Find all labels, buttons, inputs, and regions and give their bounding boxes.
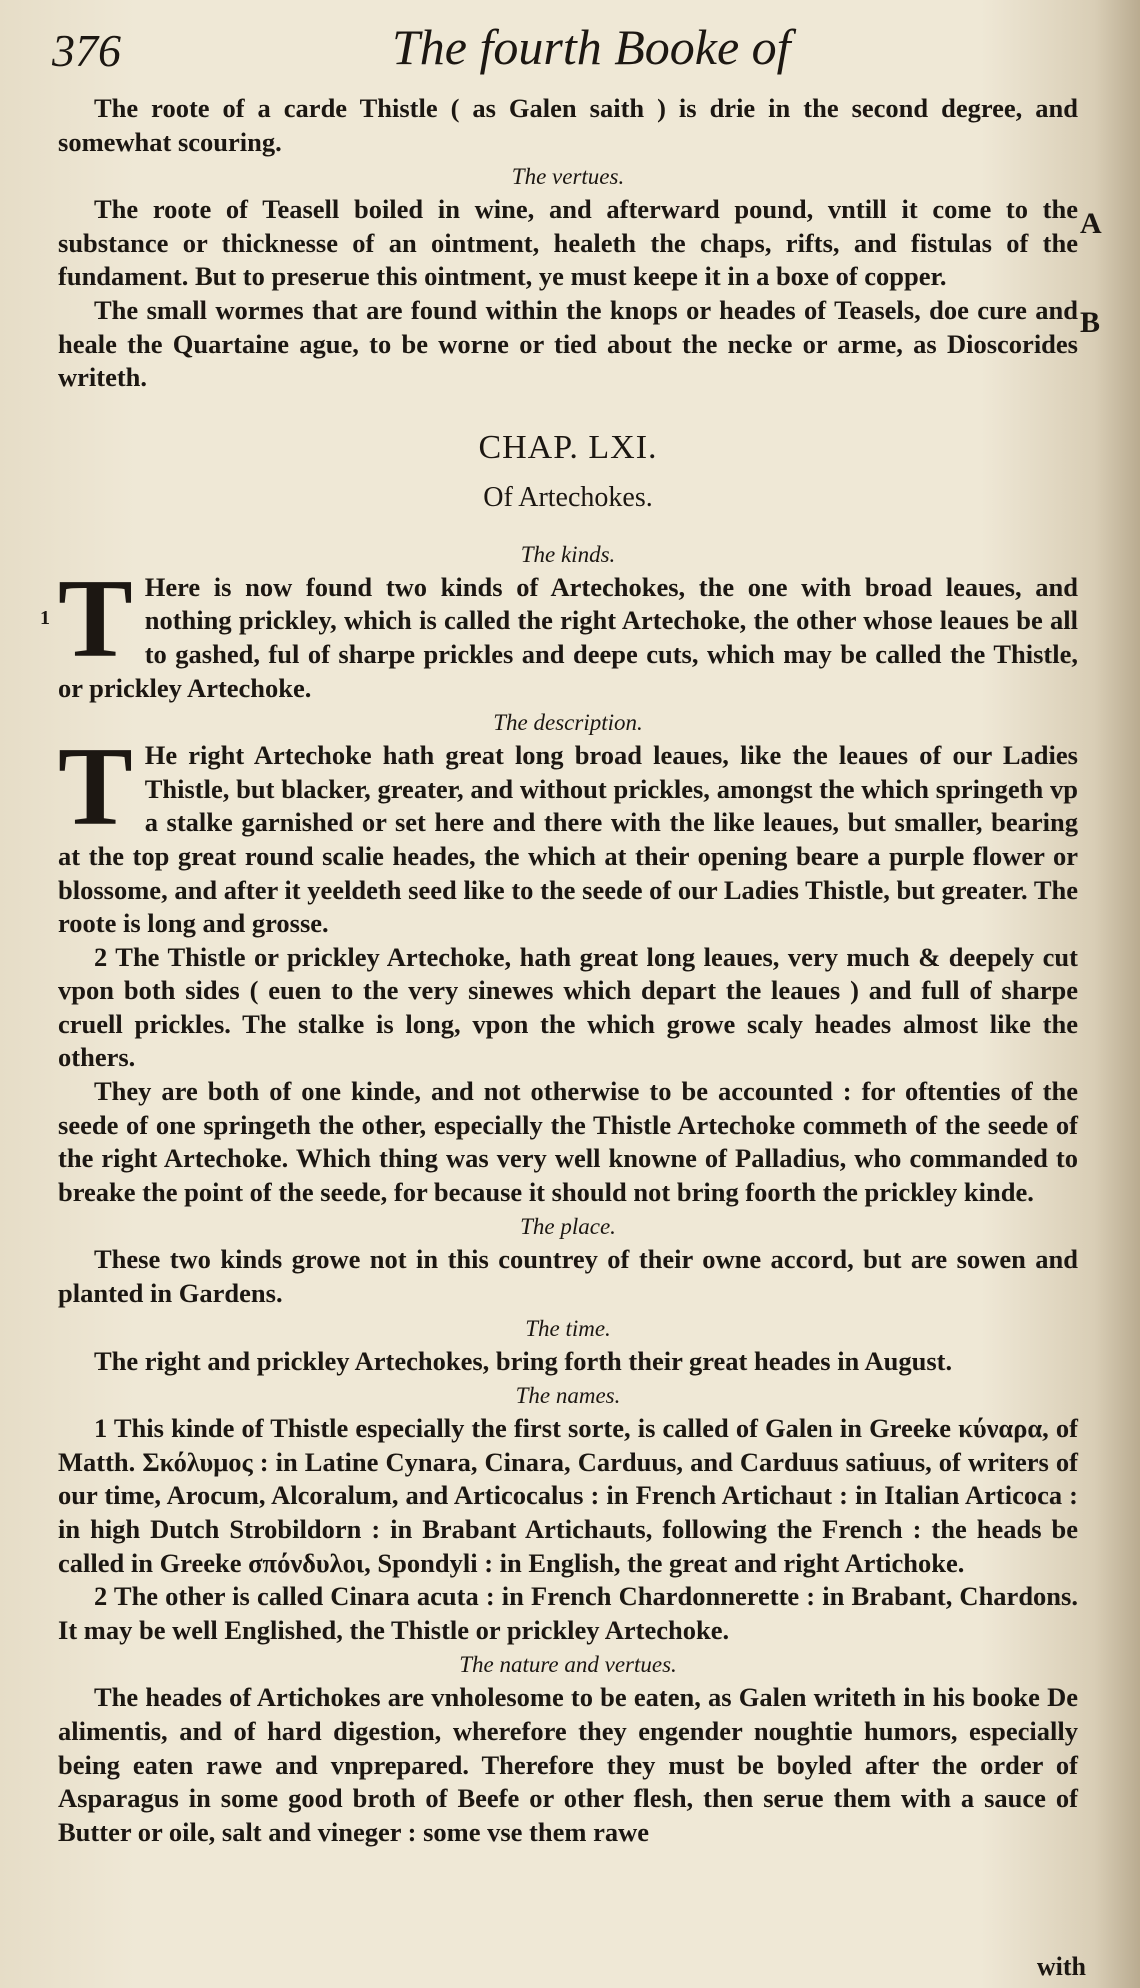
- paragraph-description-2: 2 The Thistle or prickley Artechoke, hath great long leaues, very much & deepely cut vpon both sides ( euen to the very sinewes which depart the leaues ) and full of sharpe cruell prickles. The stalke is long, vpon the which growe scaly heades almost like the others.: [58, 941, 1078, 1073]
- kinds-numeral: 1: [40, 606, 50, 629]
- page-header: [52, 18, 1080, 78]
- running-title: The fourth Booke of: [392, 19, 791, 75]
- section-kinds: [40, 556, 1078, 705]
- heading-time: The time.: [525, 1315, 611, 1341]
- paragraph-time: The right and prickley Artechokes, bring forth their great heades in August.: [94, 1345, 953, 1376]
- paragraph-description-3: They are both of one kinde, and not otherwise to be accounted : for oftenties of the seede of one springeth the other, especially the Thistle Artechoke commeth of the seede of the right Artechoke. Which thing was very well knowne of Palladius, who commanded to breake the point of the seede, for because it should not bring foorth the prickley kinde.: [58, 1076, 1078, 1207]
- dropcap-kinds: T: [58, 556, 133, 681]
- chapter-title: Of Artechokes.: [483, 481, 653, 513]
- margin-marker-b: B: [1080, 306, 1101, 339]
- heading-nature: The nature and vertues.: [459, 1652, 677, 1678]
- chapter-number: CHAP. LXI.: [478, 428, 658, 466]
- catchword: with: [1036, 1952, 1086, 1981]
- heading-place: The place.: [520, 1214, 616, 1240]
- heading-vertues: The vertues.: [511, 164, 625, 190]
- text-body: [40, 92, 1078, 1849]
- paragraph-nature: The heades of Artichokes are vnholesome to be eaten, as Galen writeth in his booke De alimentis, and of hard digestion, wherefore they engender noughtie humors, especially being eaten rawe and vnprepared. Therefore they must be boyled after the order of Asparagus in some good broth of Beefe or other flesh, then serue them with a sauce of Butter or oile, salt and vineger : some vse them rawe: [58, 1682, 1078, 1847]
- heading-names: The names.: [515, 1383, 621, 1409]
- heading-description: The description.: [493, 710, 643, 736]
- section-description: [58, 725, 1078, 1209]
- paragraph-teasell-root: The roote of Teasell boiled in wine, and afterward pound, vntill it come to the substance or thicknesse of an ointment, healeth the chaps, rifts, and fistulas of the fundament. But to preserue this ointment, ye must keepe it in a boxe of copper.: [58, 194, 1078, 292]
- paragraph-description-1: He right Artechoke hath great long broad leaues, like the leaues of our Ladies Thistle, but blacker, greater, and without prickles, amongst the which springeth vp a stalke garnished or set here and there with the like leaues, but smaller, bearing at the top great round scalie heades, the which at their opening beare a purple flower or blossome, and after it yeeldeth seed like to the seede of our Ladies Thistle, but greater. The roote is long and grosse.: [58, 740, 1078, 939]
- paragraph-place: These two kinds growe not in this countrey of their owne accord, but are sowen and planted in Gardens.: [58, 1244, 1078, 1309]
- page-number: 376: [52, 25, 121, 76]
- dropcap-description: T: [58, 725, 133, 850]
- paragraph-teasel-wormes: The small wormes that are found within the knops or heades of Teasels, doe cure and heale the Quartaine ague, to be worne or tied about the necke or arme, as Dioscorides writeth.: [58, 294, 1078, 393]
- paragraph-names-1: 1 This kinde of Thistle especially the first sorte, is called of Galen in Greeke κύναρα, of Matth. Σκόλυμος : in Latine Cynara, Cinara, Carduus, and Carduus satiuus, of writers of our time, Arocum, Alcoralum, and Articocalus : in French Artichaut : in Italian Articoca : in high Dutch Strobildorn : in Brabant Artichauts, following the French : the heads be called in Greeke σπόνδυλοι, Spondyli : in English, the great and right Artichoke.: [58, 1413, 1078, 1578]
- paragraph-kinds: Here is now found two kinds of Artechokes, the one with broad leaues, and nothing prickley, which is called the right Artechoke, the other whose leaues be all to gashed, ful of sharpe prickles and deepe cuts, which may be called the Thistle, or prickley Artechoke.: [58, 571, 1078, 703]
- heading-kinds: The kinds.: [520, 541, 616, 567]
- margin-marker-a: A: [1080, 207, 1102, 240]
- paragraph-thistle-root: The roote of a carde Thistle ( as Galen saith ) is drie in the second degree, and somewhat scouring.: [58, 93, 1078, 157]
- paragraph-names-2: 2 The other is called Cinara acuta : in French Chardonnerette : in Brabant, Chardons. It may be well Englished, the Thistle or prickley Artechoke.: [58, 1581, 1078, 1645]
